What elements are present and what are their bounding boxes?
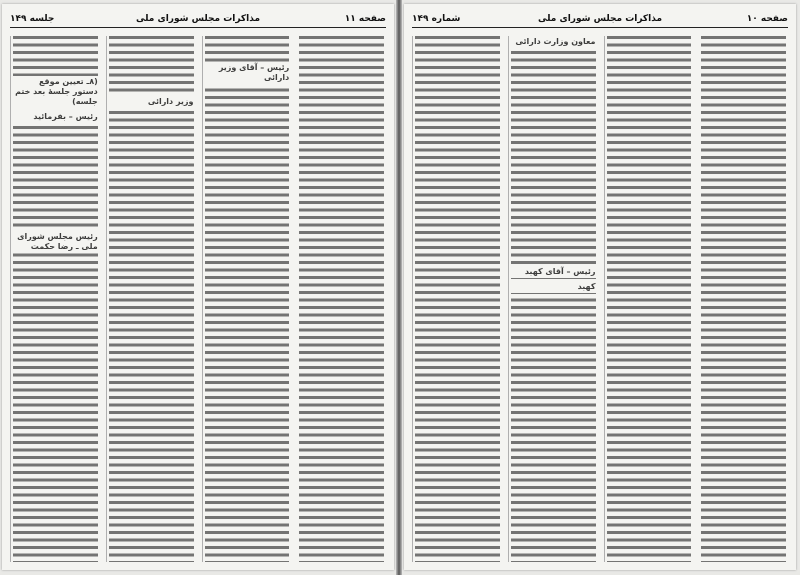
text-column	[412, 36, 502, 562]
text-column	[604, 36, 694, 562]
section-heading: رئیس – بفرمائید	[11, 111, 100, 123]
left-page	[2, 4, 394, 570]
page-header	[412, 14, 788, 28]
signature: رئیس مجلس شورای ملی ـ رضا حکمت	[11, 231, 100, 253]
text-column	[10, 36, 100, 562]
speaker-heading: کهبد	[509, 281, 598, 293]
issue-number: شماره ۱۴۹	[412, 14, 461, 24]
speaker-heading: وزیر دارائی	[107, 96, 196, 108]
publication-title: مذاکرات مجلس شورای ملی	[135, 14, 261, 24]
text-column	[106, 36, 196, 562]
text-column	[508, 36, 598, 562]
session-number: جلسه ۱۴۹	[10, 14, 55, 24]
speaker-heading: رئیس – آقای وزیر دارائی	[203, 62, 292, 84]
text-columns	[412, 36, 788, 562]
text-column	[699, 36, 788, 562]
section-heading: (۸ـ تعیین موقع دستور جلسهٔ بعد ختم جلسه)	[11, 76, 100, 108]
page-number: صفحه ۱۱	[344, 14, 386, 24]
text-column	[202, 36, 292, 562]
speaker-heading: رئیس – آقای کهبد	[509, 266, 598, 278]
right-page	[404, 4, 796, 570]
text-column	[297, 36, 386, 562]
text-columns	[10, 36, 386, 562]
publication-title: مذاکرات مجلس شورای ملی	[537, 14, 663, 24]
page-header	[10, 14, 386, 28]
speaker-heading: معاون وزارت دارائی	[509, 36, 598, 48]
page-number: صفحه ۱۰	[746, 14, 788, 24]
book-gutter	[396, 0, 402, 575]
